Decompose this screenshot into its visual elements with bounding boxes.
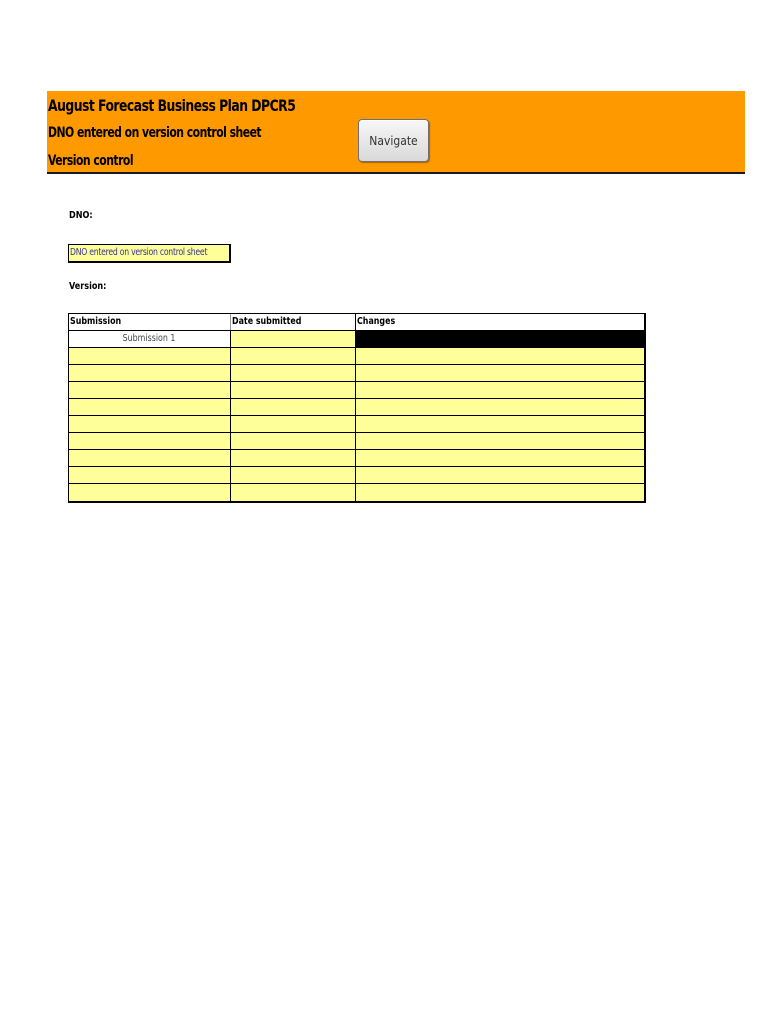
- changes-cell[interactable]: [356, 433, 644, 449]
- header-submission: Submission: [69, 314, 231, 330]
- submission-cell[interactable]: [69, 382, 231, 398]
- submission-cell[interactable]: [69, 348, 231, 364]
- changes-cell[interactable]: [356, 365, 644, 381]
- dno-value: DNO entered on version control sheet: [70, 247, 208, 258]
- changes-cell[interactable]: [356, 382, 644, 398]
- table-row: [69, 484, 644, 501]
- table-header-row: [69, 314, 644, 331]
- table-row: [69, 467, 644, 484]
- table-row: [69, 399, 644, 416]
- date-cell[interactable]: [231, 382, 356, 398]
- header-changes: Changes: [356, 314, 644, 330]
- table-row: [69, 433, 644, 450]
- submission-cell[interactable]: [69, 467, 231, 483]
- changes-cell[interactable]: [356, 484, 644, 501]
- date-cell[interactable]: [231, 450, 356, 466]
- table-row: [69, 416, 644, 433]
- changes-cell[interactable]: [356, 450, 644, 466]
- date-cell[interactable]: [231, 365, 356, 381]
- version-table: [68, 313, 646, 503]
- dno-label: DNO:: [69, 210, 93, 221]
- submission-cell[interactable]: [69, 433, 231, 449]
- page-title: August Forecast Business Plan DPCR5: [48, 96, 296, 115]
- date-cell[interactable]: [231, 348, 356, 364]
- dno-subtitle: DNO entered on version control sheet: [48, 125, 262, 141]
- date-cell[interactable]: [231, 416, 356, 432]
- navigate-button[interactable]: Navigate: [358, 119, 429, 162]
- submission-cell[interactable]: [69, 399, 231, 415]
- version-label: Version:: [69, 281, 107, 292]
- dno-input-cell[interactable]: [68, 244, 231, 263]
- changes-cell[interactable]: [356, 399, 644, 415]
- date-cell[interactable]: [231, 331, 356, 347]
- date-cell[interactable]: [231, 399, 356, 415]
- table-row: [69, 382, 644, 399]
- submission-cell[interactable]: [69, 365, 231, 381]
- table-row: [69, 331, 644, 348]
- date-cell[interactable]: [231, 433, 356, 449]
- submission-cell[interactable]: [69, 416, 231, 432]
- changes-cell[interactable]: [356, 348, 644, 364]
- table-row: [69, 450, 644, 467]
- changes-cell[interactable]: [356, 331, 644, 347]
- table-row: [69, 348, 644, 365]
- section-title: Version control: [48, 153, 134, 169]
- submission-cell: Submission 1: [69, 331, 231, 347]
- changes-cell[interactable]: [356, 416, 644, 432]
- changes-cell[interactable]: [356, 467, 644, 483]
- header-date-submitted: Date submitted: [231, 314, 356, 330]
- date-cell[interactable]: [231, 467, 356, 483]
- table-row: [69, 365, 644, 382]
- submission-cell[interactable]: [69, 450, 231, 466]
- date-cell[interactable]: [231, 484, 356, 501]
- submission-cell[interactable]: [69, 484, 231, 501]
